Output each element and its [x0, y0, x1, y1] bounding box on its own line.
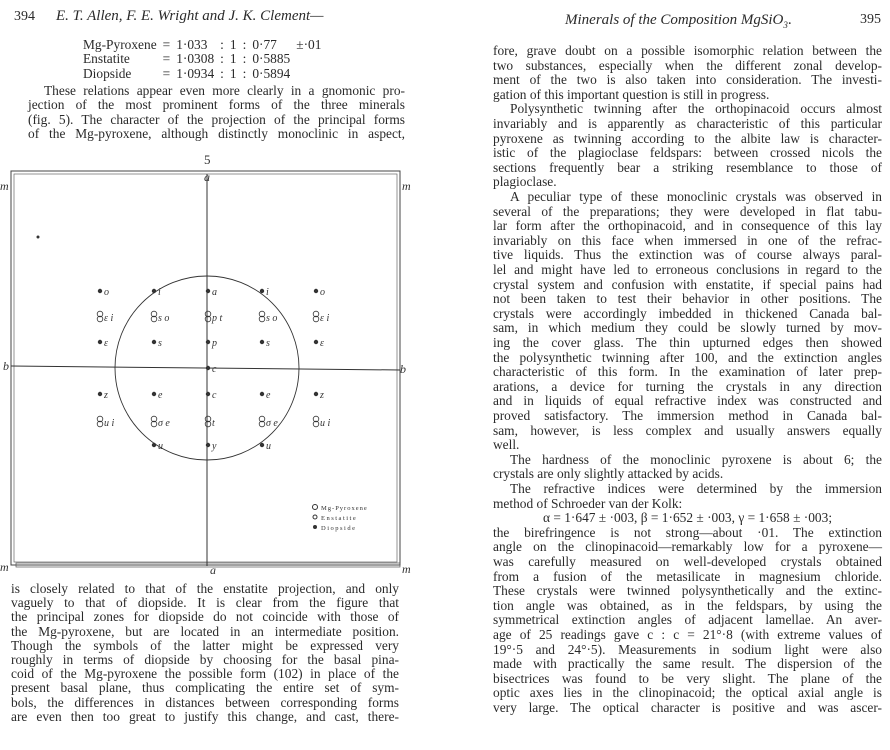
projection-pole [206, 441, 217, 452]
colon-separator: : [220, 65, 224, 81]
axial-ratio-row [80, 52, 324, 66]
legend-marker-diopside [313, 525, 317, 529]
text-line: symmetrical extinction angles of adjacent lamellae. An aver- [493, 612, 882, 628]
formula-line: α = 1·647 ± ·003, β = 1·652 ± ·003, γ = 1·658 ± ·003; [542, 510, 833, 526]
pole-marker [206, 392, 210, 396]
axis-label-b-left: b [3, 359, 9, 373]
text-line: bisectrices was found to be very slight. The plane of the [493, 670, 882, 686]
text-line: method of Schroeder van der Kolk: [493, 495, 683, 511]
ratio-a: 1·0308 [176, 51, 215, 67]
error: ±·01 [296, 37, 322, 52]
projection-pole [206, 364, 217, 375]
text-line: ment of the two is also taken into consideration. The investi- [493, 72, 882, 88]
pole-marker [98, 340, 102, 344]
text-line: roughly in terms of diopside by choosing for the basal pina- [11, 652, 399, 667]
text-line: of the Mg-pyroxene, although distinctly monoclinic in aspect, [28, 126, 405, 142]
text-line: crystal system and confusion with enstatite, if special pains had [493, 276, 882, 292]
projection-pole [260, 338, 270, 349]
text-line: These relations appear even more clearly in a gnomonic pro- [44, 83, 405, 98]
ratio-b: 1 [229, 51, 237, 67]
text-line: pyroxene as twinning according to the albite law is character- [493, 130, 882, 146]
equals: = [162, 51, 171, 67]
projection-pole [314, 287, 325, 298]
pole-marker [260, 289, 264, 293]
colon-separator: : [220, 51, 224, 67]
page-number-left: 394 [14, 9, 35, 24]
projection-pole [152, 338, 162, 349]
figure-number: 5 [204, 152, 211, 167]
text-line: the birefringence is not strong—about ·01. The extinction [493, 524, 882, 540]
pole-marker [206, 289, 210, 293]
label-m-top-right: m [402, 179, 411, 193]
pole-label: u i [104, 418, 115, 429]
text-line: bols, the differences in distances between corresponding forms [11, 694, 399, 710]
axis-label-a-top: a [204, 170, 210, 184]
text-line: (fig. 5). The character of the projection of the principal forms [28, 111, 405, 127]
text-line: the Mg-pyroxene, but are located in an intermediate position. [11, 623, 399, 639]
running-head-period: . [787, 12, 792, 28]
pole-label: ε i [320, 313, 330, 324]
pole-marker [152, 443, 156, 447]
text-line: characteristic of this form. In the examination of later prep- [493, 364, 882, 380]
mineral-name: Diopside [83, 65, 132, 81]
text-line: are even then too great to justify this change, and cast, there- [11, 708, 399, 724]
projection-pole [260, 390, 271, 401]
running-head-right [565, 12, 792, 30]
running-head-subscript: 3 [783, 20, 788, 30]
projection-pole [206, 338, 217, 349]
text-line: jection of the most prominent forms of the three minerals [28, 97, 405, 113]
projection-pole [151, 311, 169, 324]
axis-label-b-right: b [400, 362, 406, 376]
pole-marker [206, 366, 210, 370]
text-line: ing the cover glass. The thin upturned edges then showed [493, 335, 882, 350]
pole-label: s [266, 338, 270, 349]
projection-pole [259, 416, 278, 429]
pole-marker [260, 443, 264, 447]
projection-pole [259, 311, 277, 324]
equals: = [162, 37, 171, 52]
projection-pole [151, 416, 170, 429]
gnomonic-projection-figure [0, 150, 445, 580]
pole-label: u [158, 441, 163, 452]
pole-label: p t [212, 313, 223, 324]
axis-b [11, 366, 400, 370]
pole-label: y [212, 441, 217, 452]
pole-marker [314, 340, 318, 344]
ratio-a: 1·0934 [176, 65, 215, 81]
colon-separator: : [220, 37, 224, 52]
projection-pole [97, 311, 113, 324]
pole-label: u i [320, 418, 331, 429]
text-line: sam, in which medium they could be slowly turned by mov- [493, 320, 882, 336]
text-line: istic of the plagioclase feldspars: between crossed nicols the [493, 145, 882, 161]
text-line: sections frequently bear a striking resemblance to those of [493, 159, 882, 175]
text-line: plagioclase. [493, 174, 557, 190]
text-line: several of the preparations; they were developed in flat tabu- [493, 203, 882, 219]
text-line: from a fusion of the metasilicate in magnesium chloride. [493, 568, 882, 584]
projection-pole [98, 338, 108, 349]
text-line: tion angle was obtained, as in the feldspars, by using the [493, 597, 882, 613]
text-line: lel and might have led to erroneous conclusions in regard to the [493, 262, 882, 277]
pole-marker [314, 392, 318, 396]
text-line: invariably and is apparently as characteristic of this particular [493, 116, 882, 131]
projection-pole [205, 311, 222, 324]
pole-label: p [212, 338, 217, 349]
text-line: the principal zones for diopside do not coincide with those of [11, 609, 399, 625]
projection-pole [314, 390, 324, 401]
text-line: Though the symbols of the latter might be expressed very [11, 637, 399, 653]
projection-pole [206, 390, 217, 401]
text-line: crystals were accordingly imbedded in thickened Canada bal- [493, 305, 882, 321]
text-line: fore, grave doubt on a possible isomorphic relation between the [493, 43, 882, 58]
pole-label: o [320, 287, 325, 298]
text-line: sam, however, is less complex and usually answers equally [493, 422, 882, 438]
ratio-c: 0·5885 [252, 51, 291, 67]
text-line: tive liquids. Thus the extinction was of course always paral- [493, 247, 882, 263]
text-line: optic axes lies in the clinopinacoid; the optical axial angle is [493, 685, 882, 701]
figure-legend [313, 505, 368, 533]
text-line: is closely related to that of the enstatite projection, and only [11, 581, 399, 596]
text-line: made with practically the same result. The dispersion of the [493, 656, 882, 672]
projection-pole [98, 287, 109, 298]
text-line: not been taken to test their behavior in other positions. The [493, 291, 882, 307]
legend-marker-enstatite [313, 515, 317, 519]
text-line: angle on the clinopinacoid—remarkably low for a pyroxene— [493, 539, 882, 555]
axial-ratio-row [80, 38, 324, 52]
text-line: These crystals were twinned polysynthetically and the extinc- [493, 583, 882, 599]
text-line: gation of this important question is still in progress. [493, 86, 770, 102]
pole-label: c [212, 390, 217, 401]
axial-ratio-table [80, 38, 324, 81]
projection-pole [313, 416, 330, 429]
text-line: The refractive indices were determined by the immersion [510, 481, 882, 496]
text-line: A peculiar type of these monoclinic crystals was observed in [510, 189, 882, 204]
pole-label: z [320, 390, 324, 401]
projection-pole [152, 390, 163, 401]
pole-label: s [158, 338, 162, 349]
mineral-name: Enstatite [83, 51, 130, 67]
text-line: the polysynthetic twinning after 100, and the extinction angles [493, 349, 882, 365]
text-line: age of 25 readings gave c : c = 21°·8 (with extreme values of [493, 627, 882, 642]
running-head-text: Minerals of the Composition MgSiO [565, 12, 784, 28]
text-line: invariably on this face when immersed in one of the refrac- [493, 232, 882, 248]
mineral-name: Mg-Pyroxene [83, 37, 157, 52]
text-line: and in liquids of equal refractive index was constructed and [493, 393, 882, 409]
pole-label: ε [104, 338, 108, 349]
legend-mg-pyroxene: Mg-Pyroxene [321, 505, 368, 512]
label-m-bottom-right: m [402, 562, 411, 576]
text-line: 19°·5 and 24°·5). Measurements in sodium light were also [493, 641, 882, 657]
pole-label: a [212, 287, 217, 298]
ratio-c: 0·5894 [252, 65, 291, 81]
pole-label: i [158, 287, 161, 298]
pole-label: e [266, 390, 271, 401]
pole-marker [98, 392, 102, 396]
projection-pole [314, 338, 324, 349]
page-number-right: 395 [860, 12, 881, 27]
pole-label: o [104, 287, 109, 298]
pole-marker [152, 289, 156, 293]
legend-diopside: Diopside [321, 525, 357, 532]
colon-separator: : [242, 37, 247, 52]
pole-marker [314, 289, 318, 293]
pole-label: i [266, 287, 269, 298]
ratio-b: 1 [229, 65, 237, 81]
colon-separator: : [242, 65, 247, 81]
text-line: two substances, especially when the different zonal develop- [493, 57, 882, 73]
running-head-left [56, 8, 324, 25]
pole-marker [206, 443, 210, 447]
pole-marker [260, 340, 264, 344]
pole-label: t [212, 418, 215, 429]
legend-enstatite: Enstatite [321, 515, 358, 522]
equals: = [162, 65, 171, 81]
pole-label: σ e [158, 418, 170, 429]
text-line: arations, a device for turning the crystals in any direction [493, 378, 882, 394]
projection-pole [152, 287, 161, 298]
pole-label: s o [158, 313, 170, 324]
projection-pole [97, 416, 114, 429]
axis-label-a-bottom: a [210, 563, 216, 577]
running-head-text: E. T. Allen, F. E. Wright and J. K. Clement— [56, 8, 324, 24]
pole-marker [206, 340, 210, 344]
pole-label: ε [320, 338, 324, 349]
text-line: coid of the Mg-pyroxene the possible form (102) in place of the [11, 666, 399, 682]
projection-pole [98, 390, 108, 401]
text-line: lar form after the orthopinacoid, and in consequence of this lay [493, 218, 882, 234]
projection-pole [206, 287, 217, 298]
text-line: proved satisfactory. The immersion method in Canada bal- [493, 408, 882, 423]
pole-marker [98, 289, 102, 293]
ratio-a: 1·033 [176, 37, 208, 52]
stray-mark [37, 236, 40, 239]
projection-pole [313, 311, 329, 324]
ratio-b: 1 [229, 37, 237, 52]
error [293, 52, 324, 66]
pole-marker [152, 340, 156, 344]
text-line: The hardness of the monoclinic pyroxene is about 6; the [510, 451, 882, 467]
ratio-c: 0·77 [252, 37, 277, 52]
text-line: well. [493, 437, 520, 453]
text-line: Polysynthetic twinning after the orthopinacoid occurs almost [510, 101, 882, 117]
label-m-bottom-left: m [0, 560, 9, 574]
text-line: was carefully measured on well-developed crystals obtained [493, 554, 882, 569]
pole-marker [152, 392, 156, 396]
pole-marker [260, 392, 264, 396]
text-line: very large. The optical character is positive and was ascer- [493, 700, 882, 715]
pole-label: u [266, 441, 271, 452]
pole-label: e [158, 390, 163, 401]
colon-separator: : [242, 51, 247, 67]
text-line: present basal plane, thus complicating the entire set of sym- [11, 680, 399, 696]
pole-label: σ e [266, 418, 278, 429]
pole-label: ε i [104, 313, 114, 324]
label-m-top-left: m [0, 179, 9, 193]
text-line: vaguely to that of diopside. It is clear from the figure that [11, 595, 399, 611]
pole-label: z [104, 390, 108, 401]
axial-ratio-row [80, 67, 324, 81]
pole-label: c [212, 364, 217, 375]
text-line: crystals are only slightly attacked by acids. [493, 466, 724, 482]
pole-label: s o [266, 313, 278, 324]
projection-pole [260, 441, 271, 452]
error [293, 67, 324, 81]
legend-marker-mg-pyroxene [313, 505, 318, 510]
